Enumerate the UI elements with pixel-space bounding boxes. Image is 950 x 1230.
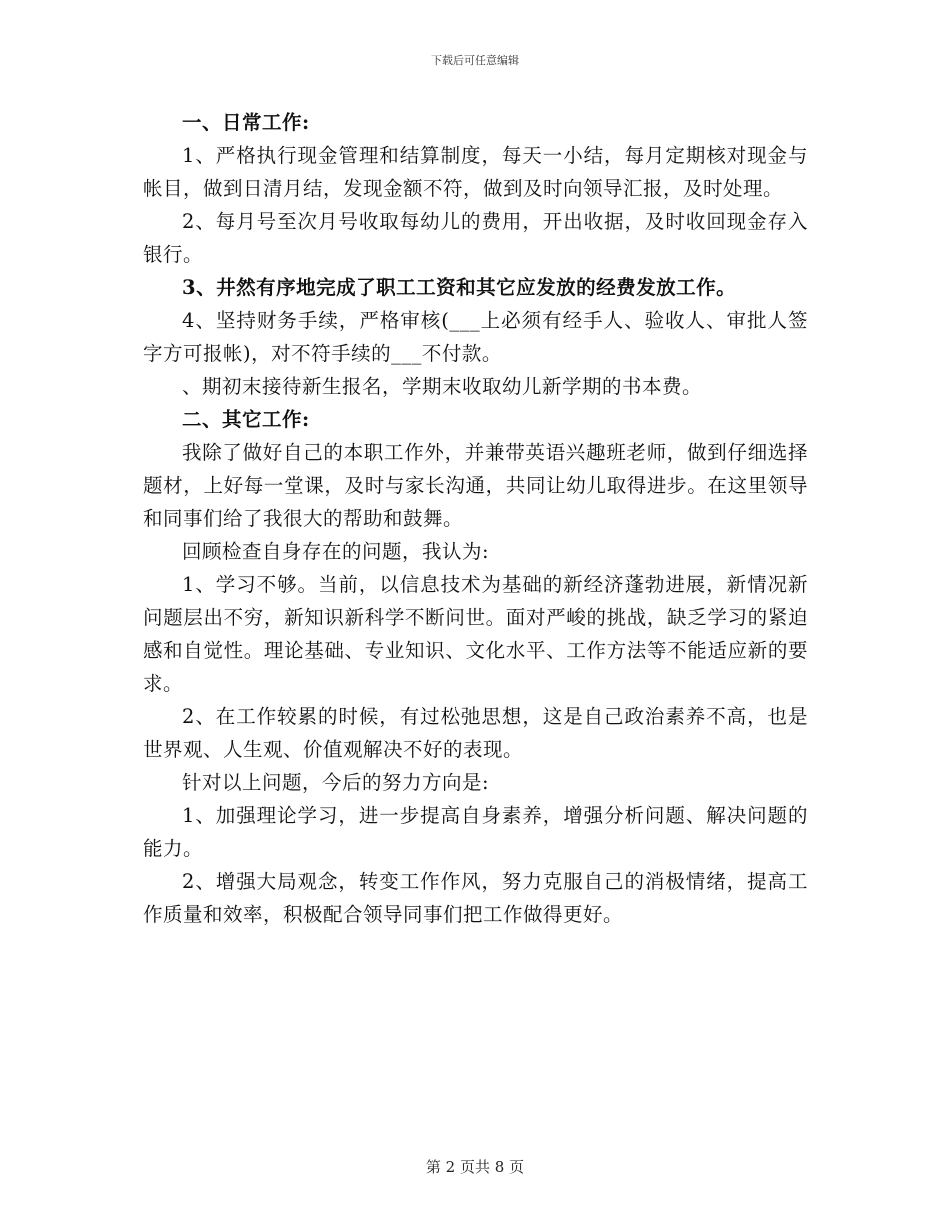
paragraph-cash-management: 1、严格执行现金管理和结算制度，每天一小结，每月定期核对现金与帐目，做到日清月结，发现金额不符，做到及时向领导汇报，及时处理。	[143, 144, 808, 200]
paragraph-problem-attitude: 2、在工作较累的时候，有过松弛思想，这是自己政治素养不高，也是世界观、人生观、价值观解决不好的表现。	[143, 705, 808, 761]
section-heading-daily-work: 一、日常工作:	[182, 111, 310, 134]
section-heading-other-work: 二、其它工作:	[182, 408, 310, 431]
page-header: 下载后可任意编辑	[431, 54, 519, 67]
paragraph-fee-collection: 2、每月号至次月号收取每幼儿的费用，开出收据，及时收回现金存入银行。	[143, 210, 808, 266]
paragraph-english-class: 我除了做好自己的本职工作外，并兼带英语兴趣班老师，做到仔细选择题材，上好每一堂课，及时与家长沟通，共同让幼儿取得进步。在这里领导和同事们给了我很大的帮助和鼓舞。	[143, 441, 808, 530]
document-body	[143, 106, 808, 931]
paragraph-direction-intro: 针对以上问题，今后的努力方向是:	[182, 771, 490, 794]
paragraph-financial-procedures: 4、坚持财务手续，严格审核(___上必须有经手人、验收人、审批人签字方可报帐)，对不符手续的___不付款。	[143, 309, 808, 365]
paragraph-salary-payment: 3、井然有序地完成了职工工资和其它应发放的经费发放工作。	[182, 276, 737, 299]
paragraph-direction-overall: 2、增强大局观念，转变工作作风，努力克服自己的消极情绪，提高工作质量和效率，积极配合领导同事们把工作做得更好。	[143, 870, 808, 926]
page-footer: 第 2 页共 8 页	[425, 1158, 525, 1176]
paragraph-problem-learning: 1、学习不够。当前，以信息技术为基础的新经济蓬勃进展，新情况新问题层出不穷，新知识新科学不断问世。面对严峻的挑战，缺乏学习的紧迫感和自觉性。理论基础、专业知识、文化水平、工作方法等不能适应新的要求。	[143, 573, 808, 695]
paragraph-registration: 、期初末接待新生报名，学期末收取幼儿新学期的书本费。	[182, 375, 703, 398]
paragraph-direction-theory: 1、加强理论学习，进一步提高自身素养，增强分析问题、解决问题的能力。	[143, 804, 808, 860]
paragraph-review-intro: 回顾检查自身存在的问题，我认为:	[182, 540, 490, 563]
